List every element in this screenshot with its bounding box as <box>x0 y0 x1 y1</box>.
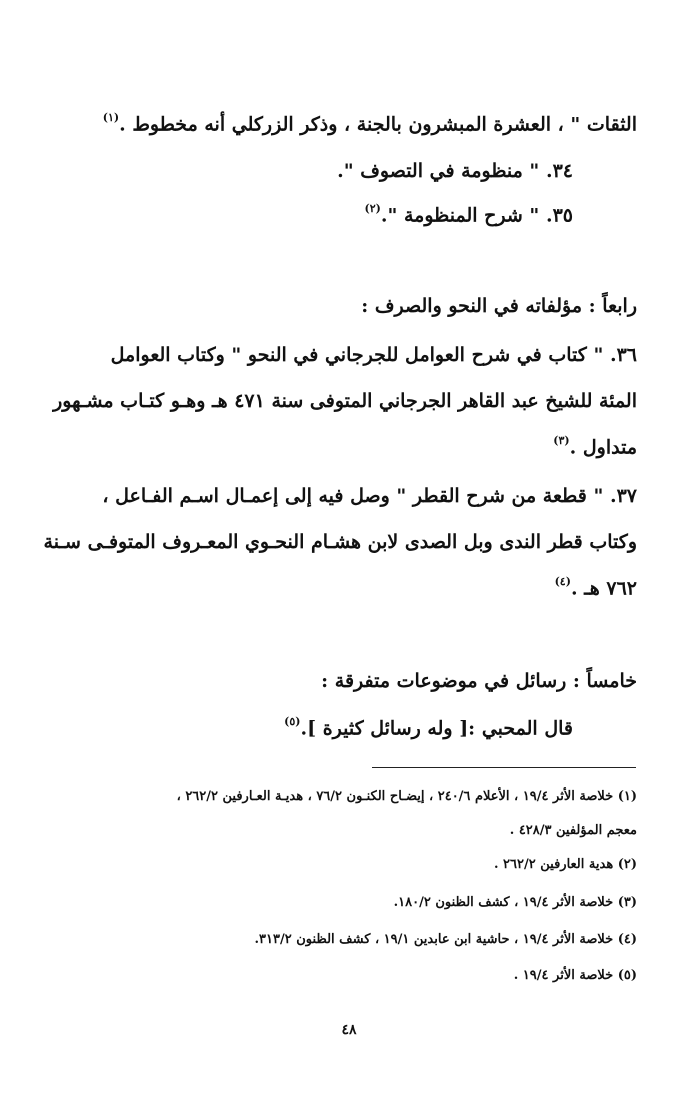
footnote-ref-5[interactable]: (٥) <box>284 715 301 728</box>
list-item-37: ٣٧. " قطعة من شرح القطر " وصل فيه إلى إعمـال اسـم الفـاعل ، <box>102 485 637 507</box>
body-line-12: قال المحبي :[ وله رسائل كثيرة ].$^{(٥)}$ <box>284 715 573 740</box>
footnote-5: (٥) خلاصة الأثر ١٩/٤ . <box>513 968 637 983</box>
list-item-34: ٣٤. " منظومة في التصوف ". <box>337 160 573 182</box>
footnote-ref-4[interactable]: (٤) <box>554 575 571 588</box>
body-line-10: ٧٦٢ هـ .$^{(٤)}$ <box>554 575 637 600</box>
footnote-divider <box>372 767 636 768</box>
footnote-4: (٤) خلاصة الأثر ١٩/٤ ، حاشية ابن عابدين ١٩/١ ، كشف الظنون ٣١٣/٢. <box>254 932 637 947</box>
body-line-6: المئة للشيخ عبد القاهر الجرجاني المتوفى سنة ٤٧١ هـ وهـو كتـاب مشـهور <box>53 390 637 412</box>
footnote-3: (٣) خلاصة الأثر ١٩/٤ ، كشف الظنون ١٨٠/٢. <box>393 895 637 910</box>
footnote-1-continued: معجم المؤلفين ٤٢٨/٣ . <box>509 823 637 838</box>
page-number: ٤٨ <box>341 1022 357 1038</box>
section-heading-4: رابعاً : مؤلفاته في النحو والصرف : <box>361 295 637 317</box>
body-line-1: الثقات " ، العشرة المبشرون بالجنة ، وذكر الزركلي أنه مخطوط .$^{(١)}$ <box>102 111 637 136</box>
footnote-1: (١) خلاصة الأثر ١٩/٤ ، الأعلام ٢٤٠/٦ ، إيضـاح الكنـون ٧٦/٢ ، هديـة العـارفين ٢٦٢/٢ ، <box>176 789 637 804</box>
footnote-ref-2[interactable]: (٢) <box>364 202 381 215</box>
footnote-ref-3[interactable]: (٣) <box>553 434 570 447</box>
section-heading-5: خامساً : رسائل في موضوعات متفرقة : <box>321 670 637 692</box>
list-item-36: ٣٦. " كتاب في شرح العوامل للجرجاني في النحو " وكتاب العوامل <box>110 344 637 366</box>
body-line-7: متداول .$^{(٣)}$ <box>553 434 637 459</box>
footnote-ref-1[interactable]: (١) <box>102 111 120 124</box>
footnote-2: (٢) هدية العارفين ٢٦٢/٢ . <box>493 857 637 872</box>
body-line-9: وكتاب قطر الندى وبل الصدى لابن هشـام النحـوي المعـروف المتوفـى سـنة <box>43 531 637 553</box>
list-item-35: ٣٥. " شرح المنظومة ".$^{(٢)}$ <box>364 202 573 227</box>
